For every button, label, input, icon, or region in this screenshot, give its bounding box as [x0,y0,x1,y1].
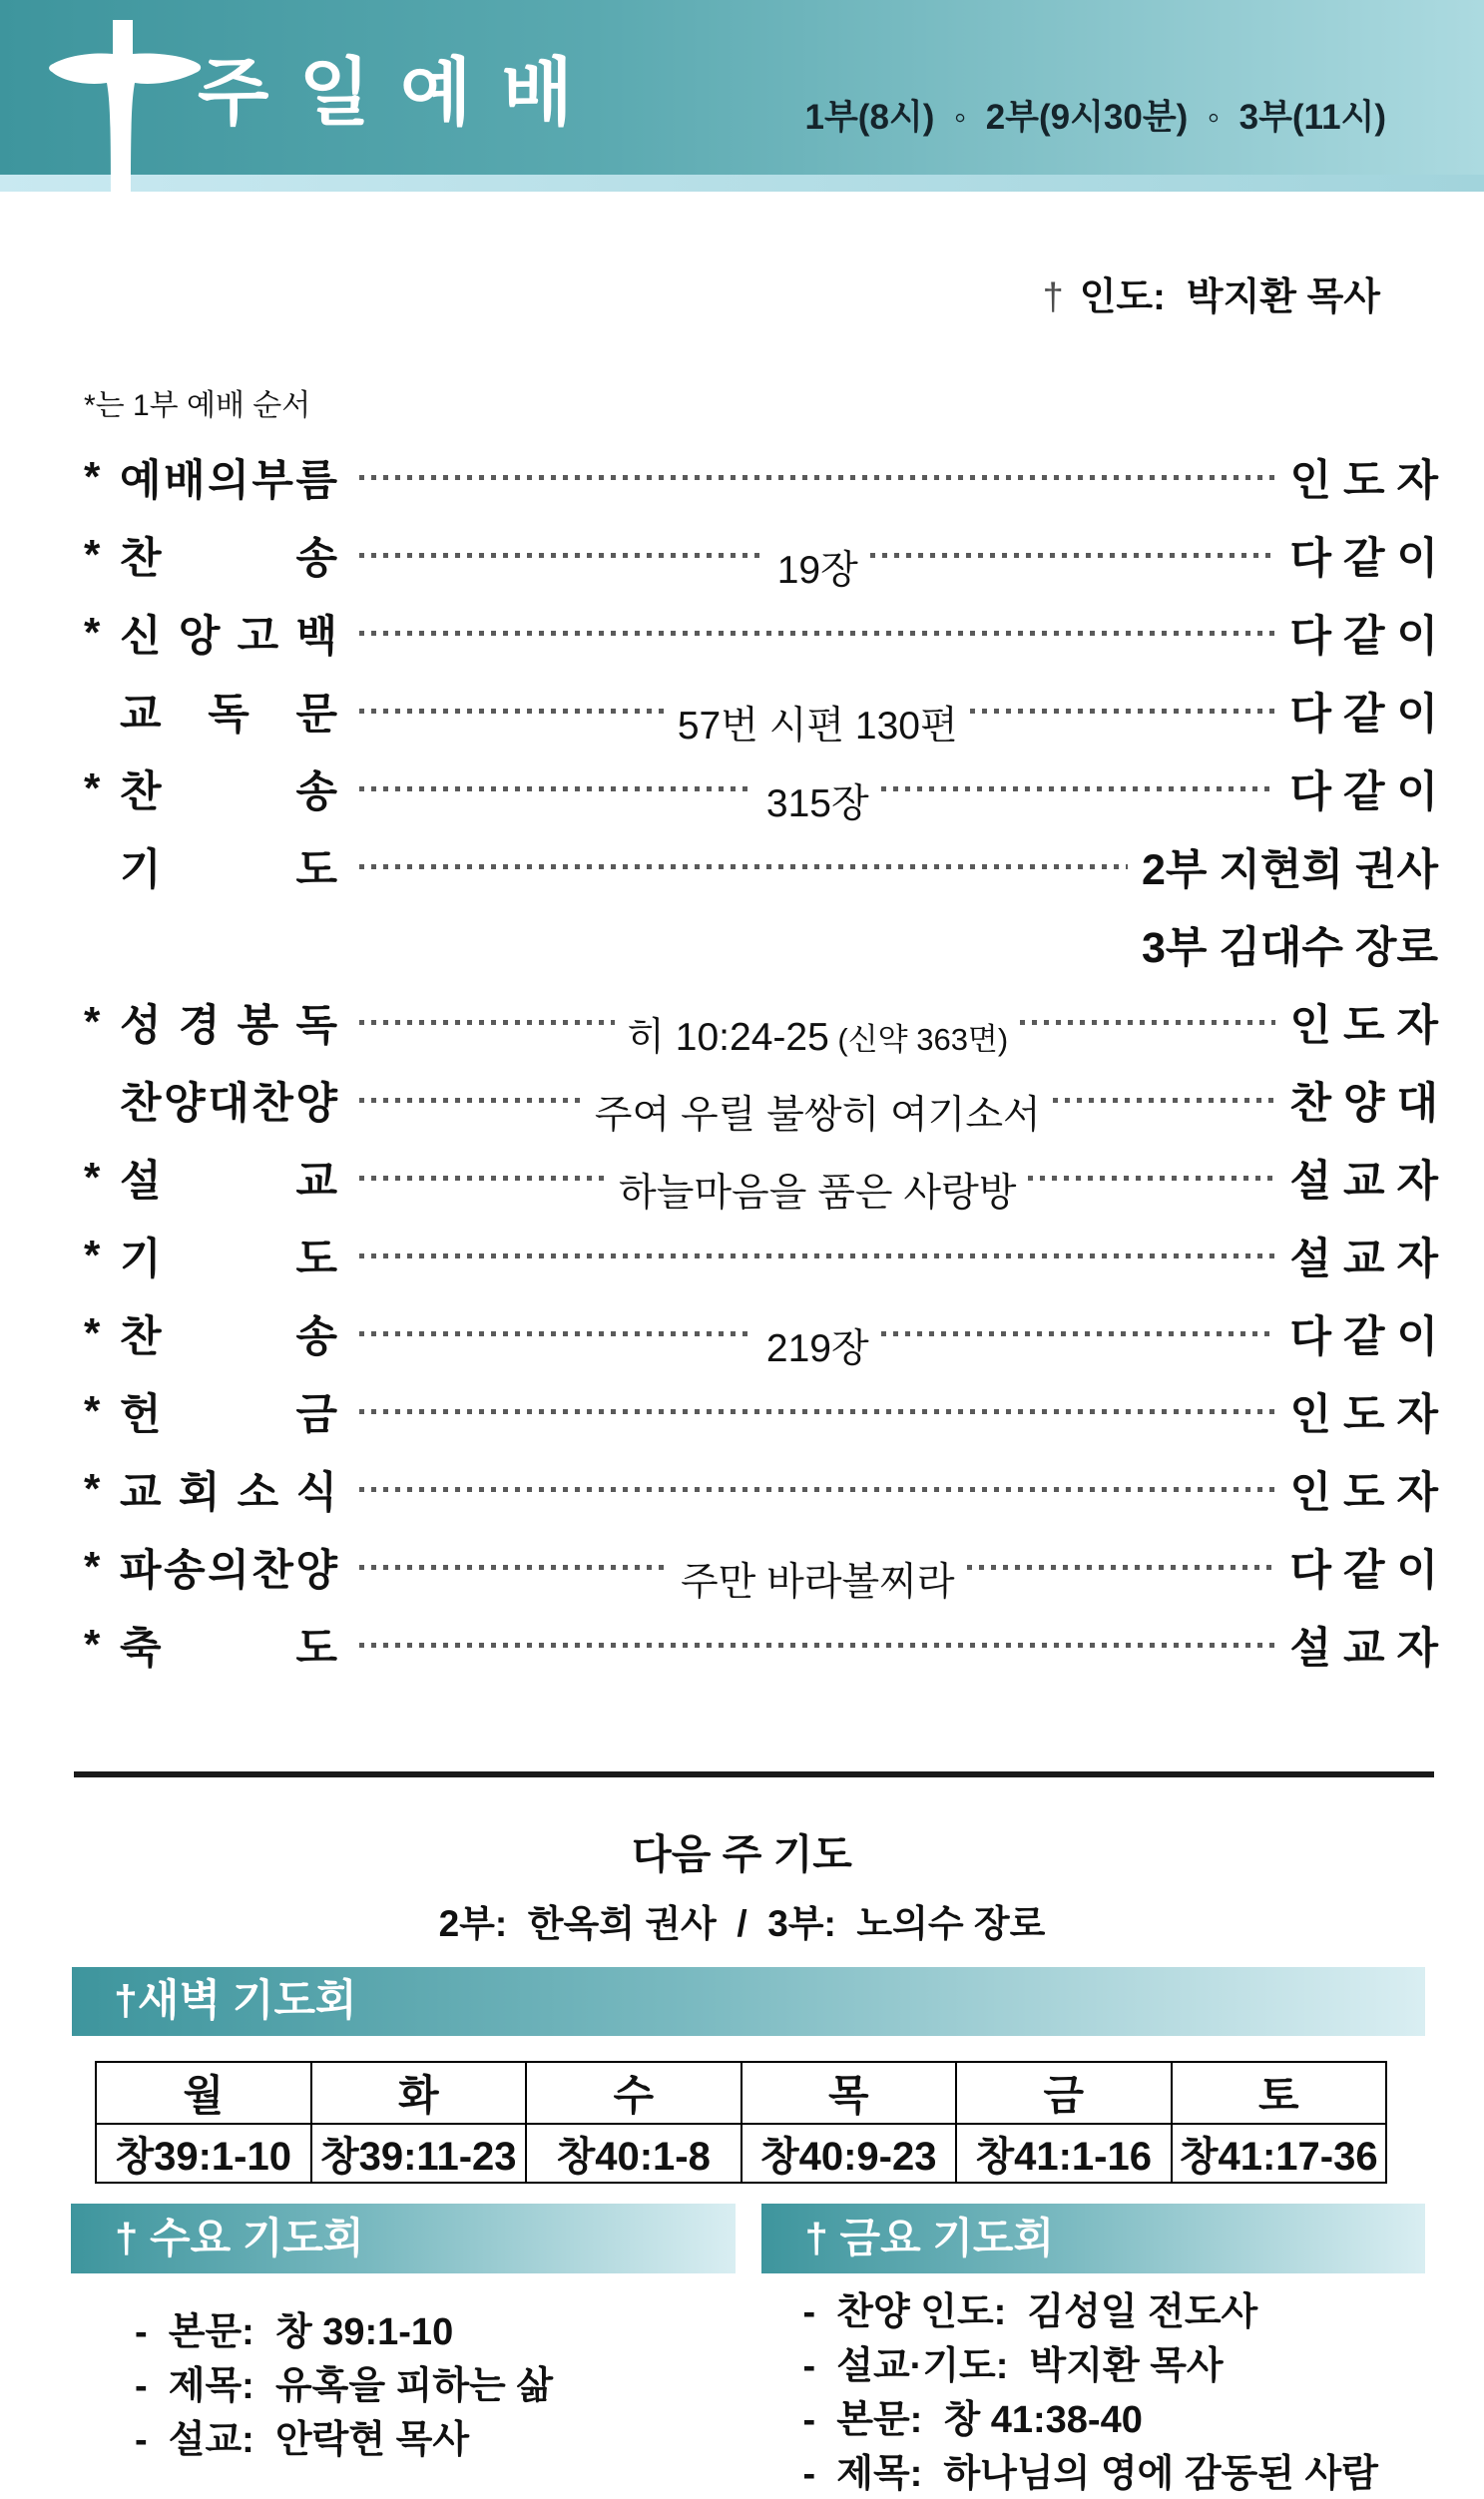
leader-dots [1053,1098,1276,1103]
leader-dots [359,1409,1275,1414]
first-service-marker: * [84,998,101,1045]
worship-item-content: 하늘마음을 품은 사랑방 [619,1172,1017,1215]
friday-prayer-item: - 본문: 창 41:38-40 [802,2399,1143,2441]
worship-row [84,983,1438,1061]
dotted-leader [359,1305,1275,1370]
wednesday-prayer-item: - 제목: 유혹을 피하는 삶 [135,2365,554,2407]
first-service-marker: * [84,531,101,578]
worship-item-label: 예 배 의 부 름 [120,456,337,505]
worship-item-label: 찬 송 [120,767,337,816]
dotted-leader [359,1072,1275,1137]
worship-order-list [0,438,1484,1684]
dotted-leader [359,994,1275,1059]
worship-item-label: 신 앙 고 백 [120,612,337,661]
worship-item-label: 교 회 소 식 [120,1468,337,1517]
first-service-marker: * [84,1465,101,1512]
schedule-header-row [96,2062,1386,2124]
first-service-marker: * [84,453,101,500]
schedule-day: 수 [526,2062,742,2124]
friday-prayer-section [761,2204,1426,2499]
dotted-leader [359,683,1275,748]
worship-row [84,594,1438,672]
worship-row [84,827,1438,905]
worship-item-assignee: 다 같 이 [1289,1546,1438,1595]
worship-row [84,1450,1438,1528]
schedule-reading: 창39:1-10 [96,2124,311,2183]
dawn-prayer-banner: †새벽 기도회 [72,1967,1425,2036]
dotted-leader [359,760,1275,825]
dagger-icon: † [1042,276,1064,318]
wednesday-prayer-list [71,2305,736,2467]
worship-item-label: 찬 송 [120,534,337,583]
leader-dots [359,1487,1275,1492]
worship-item-label: 기 도 [120,845,337,894]
friday-prayer-item: - 찬양 인도: 김성일 전도사 [802,2291,1258,2333]
schedule-reading: 창40:9-23 [742,2124,957,2183]
leader-dots [1028,1176,1275,1181]
leader-dots [359,786,754,791]
dotted-leader [359,631,1275,636]
dotted-leader [359,1253,1275,1258]
first-service-marker: * [84,1232,101,1278]
worship-item-label: 성 경 봉 독 [120,1001,337,1050]
worship-item-label: 찬 송 [120,1312,337,1361]
worship-item-label: 교 독 문 [120,690,337,739]
schedule-reading: 창41:1-16 [956,2124,1172,2183]
schedule-reading-row [96,2124,1386,2183]
worship-row [84,1139,1438,1217]
leader-dots [970,709,1276,714]
next-week-detail: 2부: 한옥희 권사 / 3부: 노의수 장로 [438,1903,1046,1944]
friday-prayer-list [761,2285,1426,2499]
worship-item-assignee: 다 같 이 [1289,612,1438,661]
wednesday-prayer-item: - 설교: 안락현 목사 [135,2419,470,2461]
worship-item-assignee: 다 같 이 [1289,690,1438,739]
schedule-day: 화 [311,2062,527,2124]
next-week-prayer [0,1821,1484,1947]
worship-row [84,750,1438,827]
worship-item-assignee: 인 도 자 [1289,456,1438,505]
leader-dots [870,553,1276,558]
schedule-day: 월 [96,2062,311,2124]
wednesday-prayer-banner: † 수요 기도회 [71,2204,736,2273]
dotted-leader [359,1539,1275,1604]
schedule-day: 금 [956,2062,1172,2124]
leader-dots [881,786,1276,791]
dotted-leader [359,1487,1275,1492]
worship-item-assignee: 인 도 자 [1289,1468,1438,1517]
friday-prayer-item: - 제목: 하나님의 영에 감동된 사람 [802,2453,1378,2495]
worship-row [84,1294,1438,1372]
dotted-leader [359,1409,1275,1414]
worship-item-assignee: 다 같 이 [1289,534,1438,583]
leader-dots [359,1020,615,1025]
worship-item-assignee: 2부 지현희 권사 [1141,845,1438,894]
worship-item-assignee: 설 교 자 [1289,1157,1438,1206]
schedule-day: 목 [742,2062,957,2124]
leader-dots [359,709,666,714]
worship-item-content: 19장 [776,549,858,592]
worship-item-note: (신약 363면) [828,1022,1009,1057]
wednesday-prayer-section [71,2204,736,2499]
leader-dots [359,1098,583,1103]
worship-subrow [84,905,1438,983]
worship-item-label: 기 도 [120,1235,337,1283]
worship-row [84,672,1438,750]
next-week-title: 다음 주 기도 [632,1831,852,1877]
worship-item-assignee: 설 교 자 [1289,1235,1438,1283]
leader-dots [359,1253,1275,1258]
worship-row [84,1217,1438,1294]
worship-row [84,1372,1438,1450]
schedule-reading: 창39:11-23 [311,2124,527,2183]
worship-item-content: 히 10:24-25 (신약 363면) [627,1016,1009,1059]
leader-dots [359,475,1275,480]
first-service-marker: * [84,1621,101,1668]
first-service-marker: * [84,764,101,811]
schedule-day: 토 [1172,2062,1387,2124]
worship-item-assignee: 다 같 이 [1289,1312,1438,1361]
leader-dots [967,1565,1276,1570]
dotted-leader [359,1150,1275,1215]
worship-item-assignee: 인 도 자 [1289,1001,1438,1050]
worship-row [84,1061,1438,1139]
dotted-leader [359,527,1275,592]
leader-dots [359,1643,1275,1648]
wednesday-prayer-item: - 본문: 창 39:1-10 [135,2311,454,2353]
dotted-leader [359,1643,1275,1648]
leader-dots [1020,1020,1275,1025]
page-title: 주일예배 [198,51,603,134]
leader-dots [359,1331,754,1336]
worship-item-label: 파 송 의 찬 양 [120,1546,337,1595]
worship-item-content: 주만 바라볼찌라 [680,1561,955,1604]
worship-item-content: 219장 [765,1327,869,1370]
church-cross-icon [46,20,204,196]
worship-row [84,438,1438,516]
worship-item-assignee-2: 3부 김대수 장로 [1141,923,1438,972]
order-note: *는 1부 예배 순서 [84,389,311,422]
dotted-leader [359,475,1275,480]
schedule-reading: 창40:1-8 [526,2124,742,2183]
leader-dots [359,864,1128,869]
worship-item-assignee: 다 같 이 [1289,767,1438,816]
worship-row [84,516,1438,594]
friday-prayer-item: - 설교·기도: 박지환 목사 [802,2345,1224,2387]
leader-dots [881,1331,1276,1336]
worship-item-label: 축 도 [120,1624,337,1673]
worship-item-content: 315장 [765,782,869,825]
service-times: 1부(8시) ◦ 2부(9시30분) ◦ 3부(11시) [804,98,1386,137]
first-service-marker: * [84,1309,101,1356]
first-service-marker: * [84,1387,101,1434]
first-service-marker: * [84,1154,101,1201]
leader-dots [359,1176,607,1181]
worship-item-label: 찬 양 대 찬 양 [120,1079,337,1128]
dawn-prayer-schedule-table [95,2061,1387,2184]
leader-line [0,265,1484,320]
masthead-strip [0,175,1484,192]
first-service-marker: * [84,609,101,656]
bottom-sections [71,2204,1425,2499]
schedule-reading: 창41:17-36 [1172,2124,1387,2183]
worship-item-content: 57번 시편 130편 [677,705,958,748]
worship-row [84,1606,1438,1684]
first-service-marker: * [84,1543,101,1590]
section-divider [74,1771,1434,1777]
worship-item-assignee: 찬 양 대 [1289,1079,1438,1128]
dotted-leader [359,864,1128,869]
masthead [0,0,1484,175]
worship-row [84,1528,1438,1606]
friday-prayer-banner: † 금요 기도회 [761,2204,1426,2273]
leader-dots [359,1565,669,1570]
worship-item-assignee: 설 교 자 [1289,1624,1438,1673]
worship-item-content: 주여 우릴 불쌍히 여기소서 [594,1094,1041,1137]
leader-dots [359,631,1275,636]
worship-item-label: 헌 금 [120,1390,337,1439]
worship-item-assignee: 인 도 자 [1289,1390,1438,1439]
worship-item-label: 설 교 [120,1157,337,1206]
leader-dots [359,553,765,558]
leader-text: 인도: 박지환 목사 [1079,276,1380,318]
